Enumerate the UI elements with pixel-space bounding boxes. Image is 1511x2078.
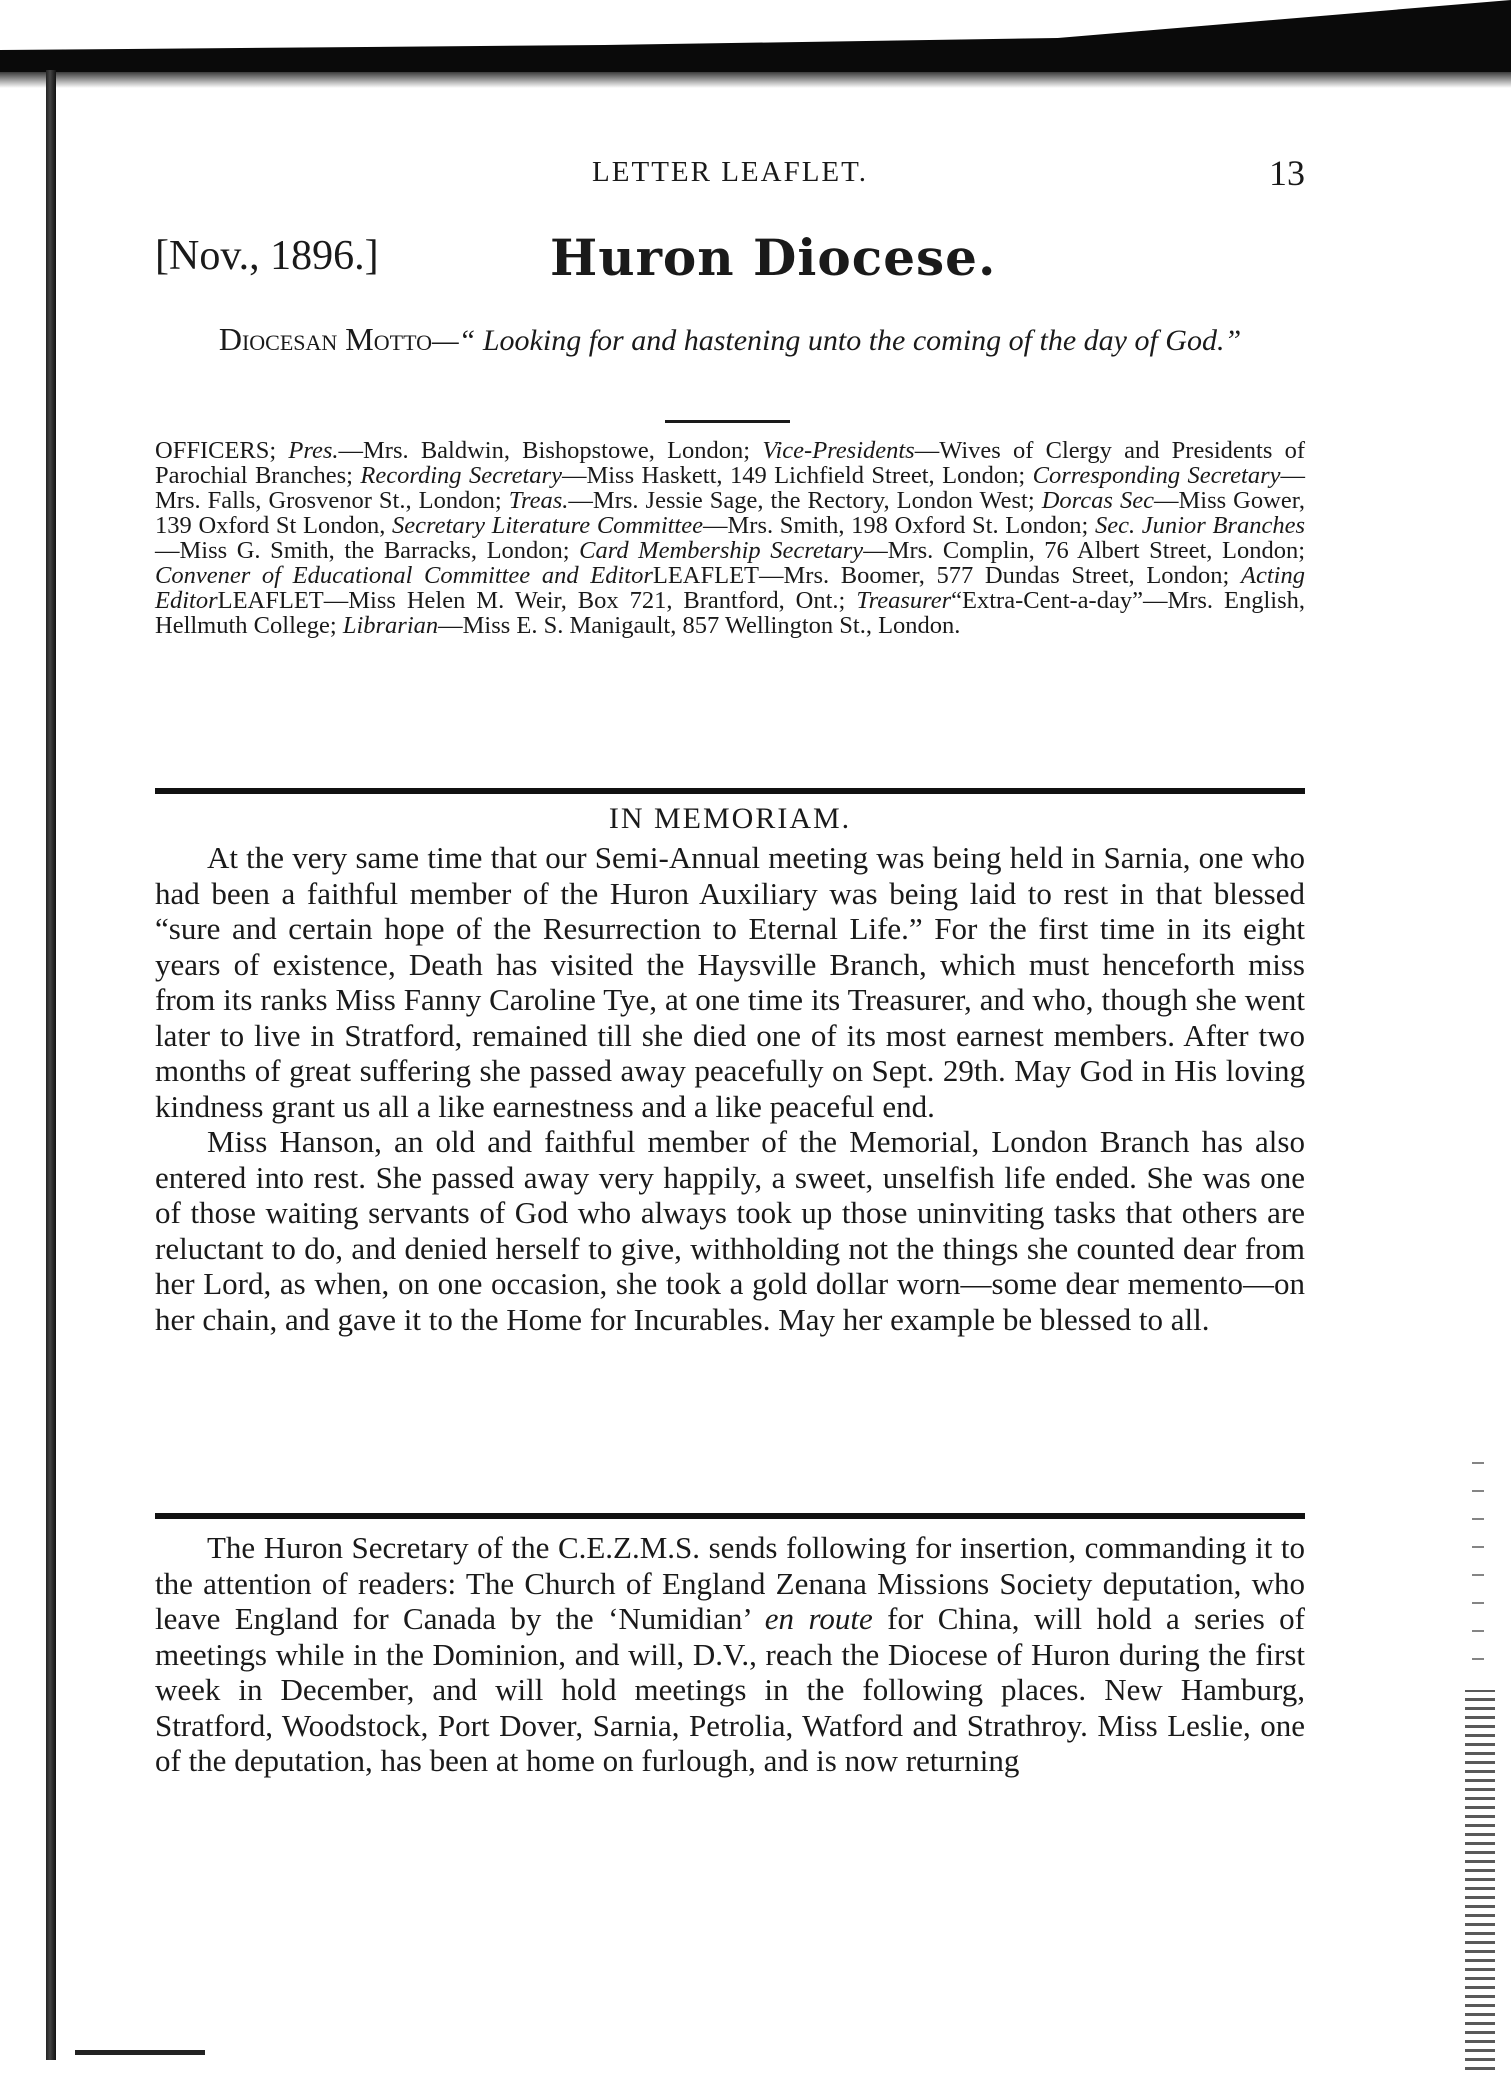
officer-role: Recording Secretary <box>360 462 562 489</box>
officer-detail: —Miss Gower, 139 Oxford St London, <box>155 487 1306 539</box>
officer-role: Sec. Junior Branches <box>1095 512 1305 539</box>
scan-right-edge-noise <box>1465 1690 1495 2070</box>
page-header <box>155 152 1305 192</box>
scan-top-shadow <box>0 68 1511 88</box>
section-divider-short <box>665 420 790 423</box>
officer-detail: —Miss E. S. Manigault, 857 Wellington St., London. <box>438 612 961 639</box>
scan-bottom-mark <box>75 2050 205 2055</box>
cezms-notice <box>155 1530 1305 1779</box>
officer-detail: —Miss Haskett, 149 Lichfield Street, London; <box>561 462 1026 489</box>
diocesan-motto <box>155 322 1305 358</box>
officers-list <box>155 438 1305 638</box>
issue-date: [Nov., 1896.] <box>155 233 379 279</box>
officer-detail: —Mrs. Smith, 198 Oxford St. London; <box>703 512 1089 539</box>
diocese-title: Huron Diocese. <box>550 228 997 287</box>
officer-detail: —Mrs. Falls, Grosvenor St., London; <box>155 462 1305 514</box>
officer-detail: —Mrs. Jessie Sage, the Rectory, London West; <box>568 487 1035 514</box>
officer-detail: —Miss G. Smith, the Barracks, London; <box>155 537 570 564</box>
officer-role: Treas. <box>508 487 569 514</box>
officer-role: Acting Editor <box>155 562 1305 614</box>
officer-role: Vice-Presidents <box>762 437 915 464</box>
officer-detail: —Mrs. Baldwin, Bishopstowe, London; <box>338 437 751 464</box>
officer-role: Dorcas Sec <box>1041 487 1154 514</box>
scan-left-spine <box>46 70 56 2060</box>
officer-role: Treasurer <box>856 587 952 614</box>
page-number: 13 <box>1269 153 1305 193</box>
running-title: LETTER LEAFLET. <box>592 156 868 188</box>
officer-role: Pres. <box>288 437 339 464</box>
memoriam-title: IN MEMORIAM. <box>608 802 852 835</box>
motto-label: Diocesan Motto <box>218 321 432 357</box>
officer-role: Card Membership Secretary <box>579 537 864 564</box>
cezms-en-route: en route <box>764 1601 873 1636</box>
officer-detail: LEAFLET—Miss Helen M. Weir, Box 721, Brantford, Ont.; <box>217 587 846 614</box>
memoriam-body <box>155 840 1305 1337</box>
officer-detail: —Wives of Clergy and Presidents of Parochial Branches; <box>155 437 1305 489</box>
officers-heading: OFFICERS; <box>155 437 277 464</box>
cezms-text-1: The Huron Secretary of the C.E.Z.M.S. sends following for insertion, commanding it to the attention of readers: The Church of England Zenana Missions Society deputation, who leave England for Canada by the ‘Numidian’ <box>155 1530 1305 1636</box>
officer-detail: LEAFLET—Mrs. Boomer, 577 Dundas Street, London; <box>652 562 1230 589</box>
cezms-paragraph <box>155 1530 1305 1779</box>
officer-role: Corresponding Secretary <box>1032 462 1281 489</box>
title-row <box>155 228 1305 288</box>
officer-detail: “Extra-Cent-a-day”—Mrs. English, Hellmuth College; <box>155 587 1305 639</box>
officer-role: Convener of Educational Committee and Editor <box>155 562 653 589</box>
section-divider-thick <box>155 1513 1305 1519</box>
scan-top-border <box>0 0 1511 72</box>
officer-role: Librarian <box>342 612 439 639</box>
memoriam-paragraph: Miss Hanson, an old and faithful member of the Memorial, London Branch has also entered into rest. She passed away very happily, a sweet, unselfish life ended. She was one of those waiting servants of God who always took up those uninviting tasks that others are reluctant to do, and denied herself to give, withholding not the things she counted dear from her Lord, as when, on one occasion, she took a gold dollar worn—some dear memento—on her chain, and gave it to the Home for Incurables. May her example be blessed to all. <box>155 1124 1305 1337</box>
officer-role: Secretary Literature Committee <box>392 512 703 539</box>
motto-text: —“ Looking for and hastening unto the coming of the day of God.” <box>432 324 1242 357</box>
scan-right-edge-dots <box>1472 1460 1484 1660</box>
officer-detail: —Mrs. Complin, 76 Albert Street, London; <box>863 537 1306 564</box>
memoriam-paragraph: At the very same time that our Semi-Annual meeting was being held in Sarnia, one who had been a faithful member of the Huron Auxiliary was being laid to rest in that blessed “sure and certain hope of the Resurrection to Eternal Life.” For the first time in its eight years of existence, Death has visited the Haysville Branch, which must henceforth miss from its ranks Miss Fanny Caroline Tye, at one time its Treasurer, and who, though she went later to live in Stratford, remained till she died one of its most earnest members. After two months of great suffering she passed away peacefully on Sept. 29th. May God in His loving kindness grant us all a like earnestness and a like peaceful end. <box>155 840 1305 1124</box>
section-divider-thick <box>155 788 1305 794</box>
cezms-text-2: for China, will hold a series of meetings while in the Dominion, and will, D.V., reach the Diocese of Huron during the first week in December, and will hold meetings in the following places. New Hamburg, Stratford, Woodstock, Port Dover, Sarnia, Petrolia, Watford and Strathroy. Miss Leslie, one of the deputation, has been at home on furlough, and is now returning <box>155 1601 1305 1778</box>
